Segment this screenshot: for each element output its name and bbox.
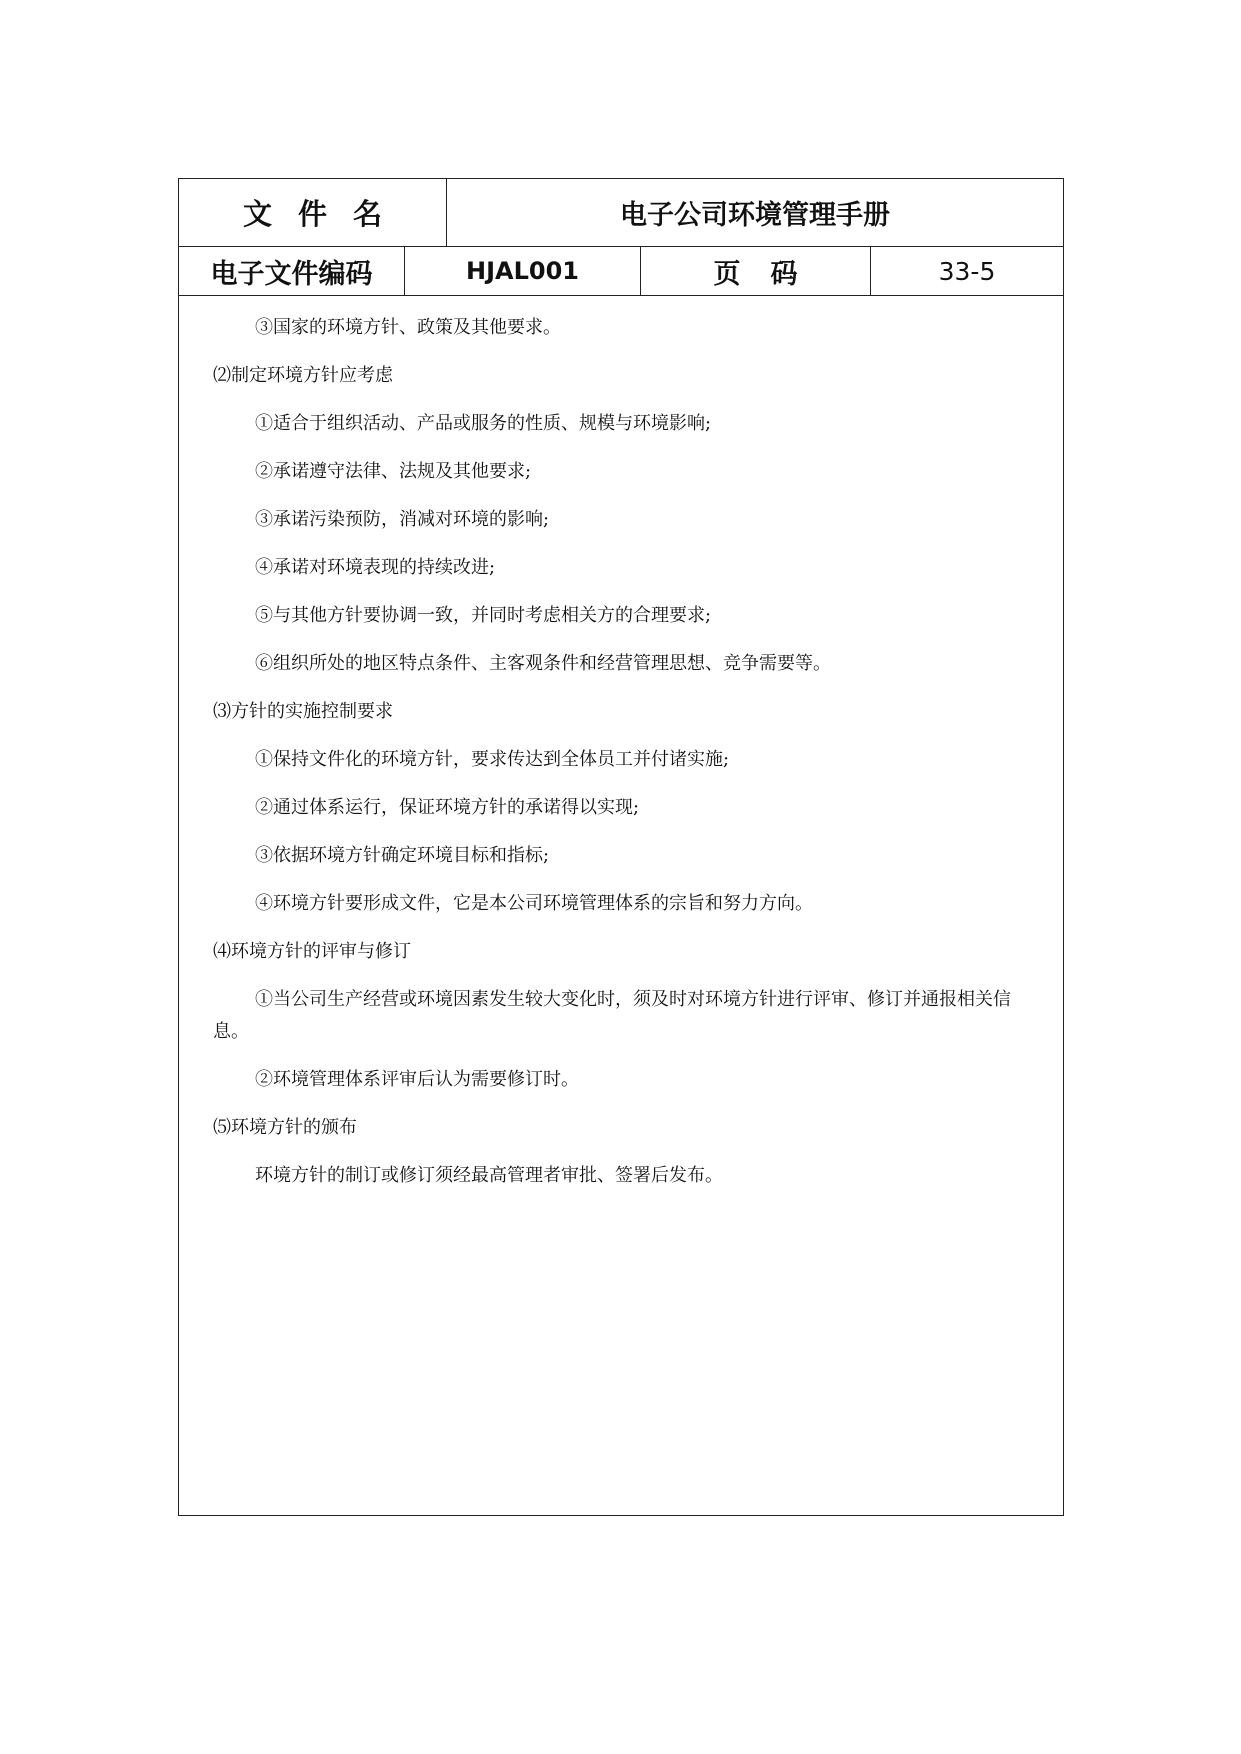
body-line: 环境方针的制订或修订须经最高管理者审批、签署后发布。	[255, 1165, 723, 1186]
body-line: ①适合于组织活动、产品或服务的性质、规模与环境影响;	[255, 413, 712, 434]
body-line: ③承诺污染预防，消减对环境的影响;	[255, 509, 550, 530]
body-line: ②承诺遵守法律、法规及其他要求;	[255, 461, 532, 482]
section-heading: ⑷环境方针的评审与修订	[213, 941, 411, 962]
body-paragraph: ①当公司生产经营或环境因素发生较大变化时，须及时对环境方针进行评审、修订并通报相关信息。	[213, 989, 1011, 1042]
body-line: ⑥组织所处的地区特点条件、主客观条件和经营管理思想、竞争需要等。	[255, 653, 831, 674]
page-number: 33-5	[938, 256, 996, 286]
body-line: ②通过体系运行，保证环境方针的承诺得以实现;	[255, 797, 640, 818]
body-line: ⑤与其他方针要协调一致，并同时考虑相关方的合理要求;	[255, 605, 712, 626]
section-heading: ⑸环境方针的颁布	[213, 1117, 357, 1138]
body-line: ①保持文件化的环境方针，要求传达到全体员工并付诸实施;	[255, 749, 730, 770]
header-row-title	[179, 179, 1063, 247]
document-title: 电子公司环境管理手册	[620, 200, 890, 231]
body-line: ④环境方针要形成文件，它是本公司环境管理体系的宗旨和努力方向。	[255, 893, 813, 914]
file-code-label: 电子文件编码	[179, 247, 405, 295]
body-line: ③国家的环境方针、政策及其他要求。	[255, 317, 561, 338]
body-line: ④承诺对环境表现的持续改进;	[255, 557, 496, 578]
document-body	[179, 296, 1063, 1208]
filename-label: 文件名	[179, 179, 447, 246]
header-row-meta	[179, 247, 1063, 296]
page-label: 页码	[641, 247, 871, 295]
section-heading: ⑵制定环境方针应考虑	[213, 365, 393, 386]
file-code-value: HJAL001	[405, 247, 641, 295]
body-line: ②环境管理体系评审后认为需要修订时。	[255, 1069, 579, 1090]
section-heading: ⑶方针的实施控制要求	[213, 701, 393, 722]
document-frame	[178, 178, 1064, 1516]
body-line: ③依据环境方针确定环境目标和指标;	[255, 845, 550, 866]
